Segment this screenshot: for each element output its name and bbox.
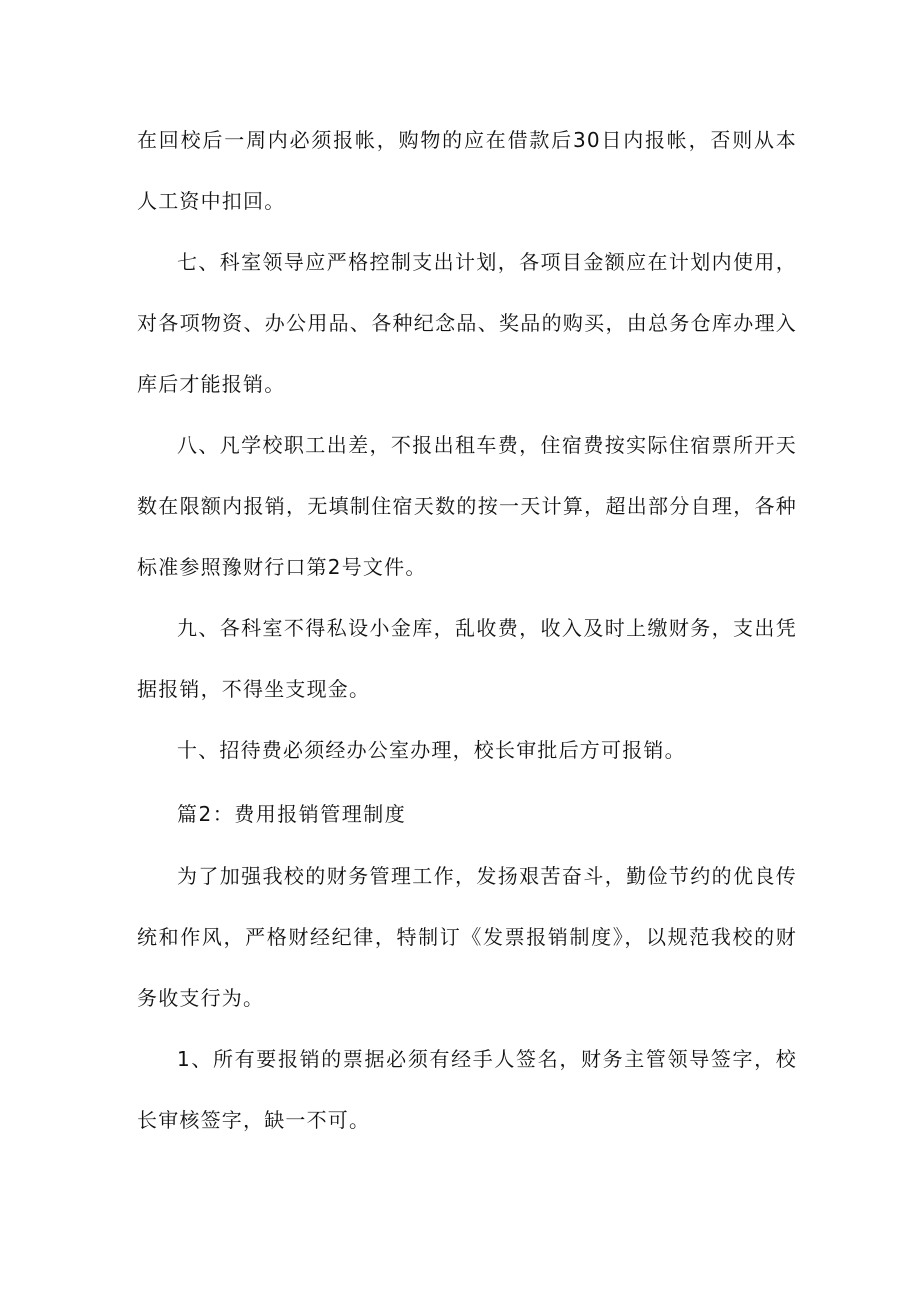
paragraph-item-8: 八、凡学校职工出差，不报出租车费，住宿费按实际住宿票所开天数在限额内报销，无填制住宿天数的按一天计算，超出部分自理，各种标准参照豫财行口第2号文件。 — [137, 433, 797, 579]
paragraph-item-7: 七、科室领导应严格控制支出计划，各项目金额应在计划内使用，对各项物资、办公用品、各种纪念品、奖品的购买，由总务仓库办理入库后才能报销。 — [137, 250, 797, 396]
paragraph-item-9: 九、各科室不得私设小金库，乱收费，收入及时上缴财务，支出凭据报销，不得坐支现金。 — [137, 616, 797, 701]
paragraph-continuation: 在回校后一周内必须报帐，购物的应在借款后30日内报帐，否则从本人工资中扣回。 — [137, 128, 797, 213]
section-heading: 篇2：费用报销管理制度 — [177, 802, 407, 826]
paragraph-intro: 为了加强我校的财务管理工作，发扬艰苦奋斗，勤俭节约的优良传统和作风，严格财经纪律，特制订《发票报销制度》，以规范我校的财务收支行为。 — [137, 864, 797, 1010]
paragraph-item-10: 十、招待费必须经办公室办理，校长审批后方可报销。 — [177, 738, 686, 762]
paragraph-rule-1: 1、所有要报销的票据必须有经手人签名，财务主管领导签字，校长审核签字，缺一不可。 — [137, 1047, 797, 1132]
